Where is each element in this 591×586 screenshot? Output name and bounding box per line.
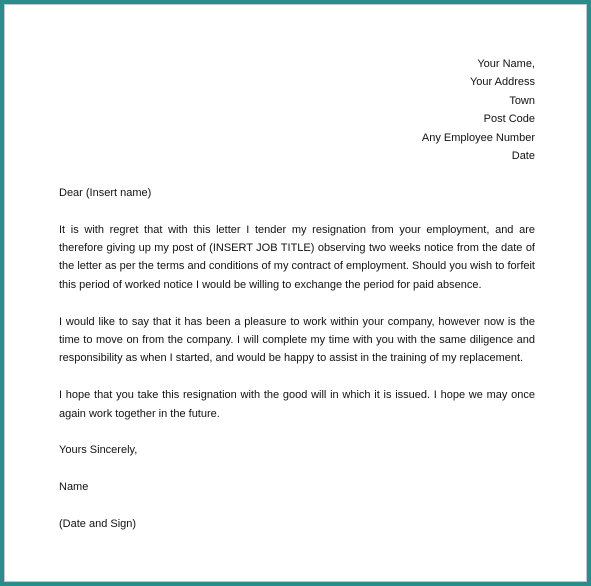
paragraph-1: It is with regret that with this letter I tender my resignation from your employment, and are therefore giving up my post of (INSERT JOB TITLE) observing two weeks notice from the date of the letter as per the terms and conditions of my contract of employment. Should you wish to forfeit this period of worked notice I would be willing to exchange the period for paid absence. (59, 223, 535, 291)
letter-body (59, 55, 535, 533)
address-line-date: Date (511, 149, 535, 162)
paragraph-2: I would like to say that it has been a pleasure to work within your company, however now is the time to move on from the company. I will complete my time with you with the same diligence and responsibility as when I started, and would be happy to assist in the training of my replacement. (59, 315, 535, 365)
sender-address (59, 55, 535, 165)
date-and-sign: (Date and Sign) (59, 517, 137, 530)
address-line-town: Town (509, 94, 535, 107)
salutation: Dear (Insert name) (59, 186, 152, 199)
address-line-employee-number: Any Employee Number (421, 131, 535, 144)
paragraph-3: I hope that you take this resignation with the good will in which it is issued. I hope we may once again work together in the future. (59, 389, 535, 420)
address-line-postcode: Post Code (483, 113, 535, 126)
signer-name: Name (59, 481, 89, 494)
closing: Yours Sincerely, (59, 444, 138, 457)
address-line-address: Your Address (469, 76, 535, 89)
address-line-name: Your Name, (477, 58, 535, 70)
